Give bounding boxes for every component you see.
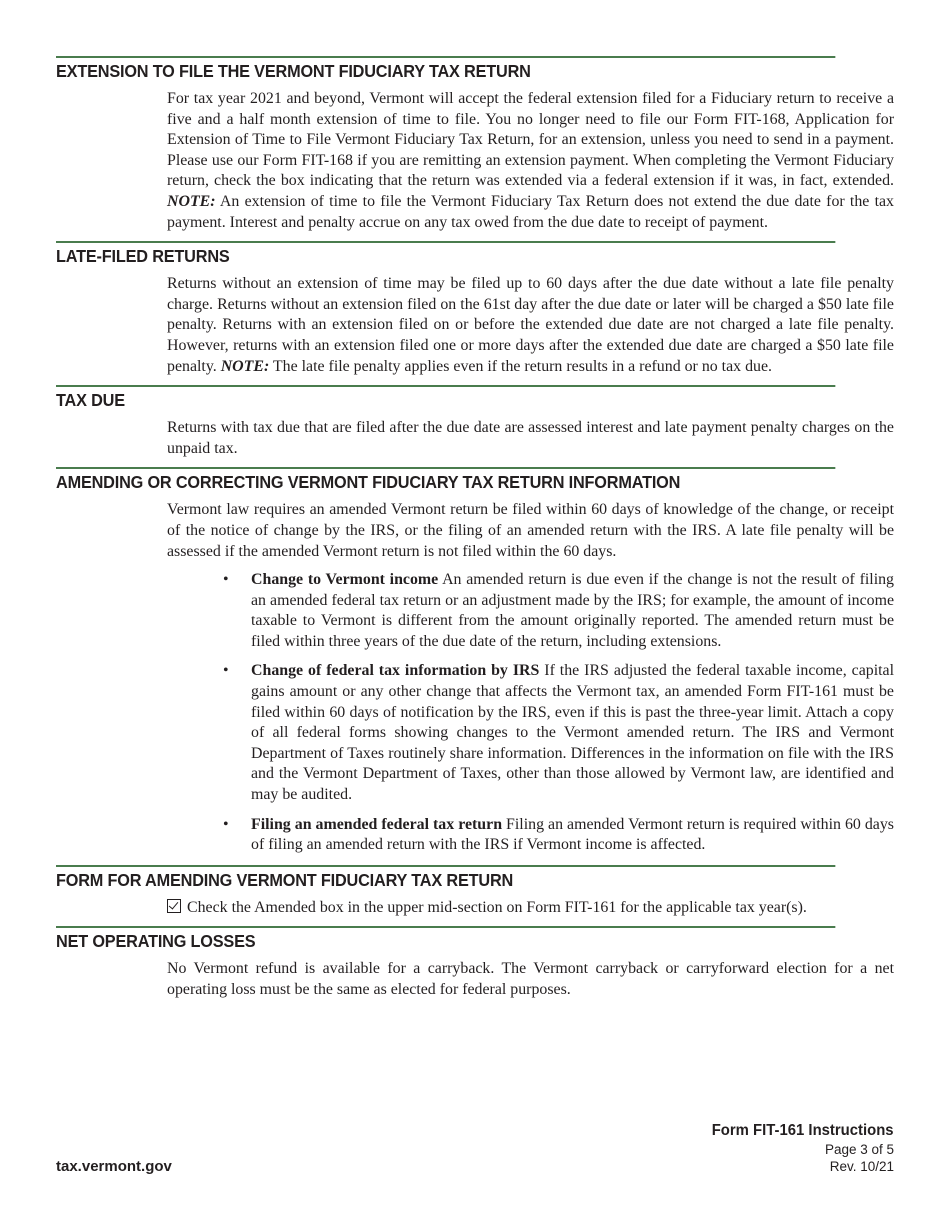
section-amending [56, 467, 894, 856]
bullet-title: Change of federal tax information by IRS [251, 662, 540, 680]
list-item [223, 661, 894, 805]
footer-website: tax.vermont.gov [56, 1158, 172, 1175]
document-page [56, 56, 894, 1009]
bullet-text: An amended return is due even if the change is not the result of filing an amended federal tax return or an adjustment made by the IRS; for example, the amount of income taxable to Vermont is different from the amount originally reported. The amended return must be filed within three years of the due date of the return, including extensions. [251, 571, 894, 650]
amending-bullet-list [56, 570, 894, 856]
checkbox-checked-icon [167, 899, 181, 913]
section-body [167, 898, 894, 919]
section-tax-due [56, 385, 894, 459]
bullet-icon: • [223, 662, 229, 680]
note-label: NOTE: [167, 192, 216, 210]
body-text-part: Returns without an extension of time may be filed up to 60 days after the due date without a late file penalty charge. Returns without an extension filed on the 61st day after the due date or later will be charged a $50 late file penalty. Returns with an extension filed on or before the extended due date are not charged a late file penalty. However, returns with an extension filed one or more days after the extended due date are charged a $50 late file penalty. [167, 275, 894, 375]
section-body: No Vermont refund is available for a carryback. The Vermont carryback or carryforward election for a net operating loss must be the same as elected for federal purposes. [167, 960, 894, 998]
bullet-text: Filing an amended Vermont return is required within 60 days of filing an amended return with the IRS if Vermont income is affected. [251, 815, 894, 854]
section-heading: NET OPERATING LOSSES [56, 926, 835, 952]
list-item [223, 815, 894, 856]
section-heading: LATE-FILED RETURNS [56, 241, 835, 267]
footer-page-number: Page 3 of 5 [824, 1142, 894, 1157]
body-text-part: For tax year 2021 and beyond, Vermont will accept the federal extension filed for a Fiduciary return to receive a five and a half month extension of time to file. You no longer need to file our Form FIT-168, Application for Extension of Time to File Vermont Fiduciary Tax Return, for an extension, unless you need to send in a payment. Please use our Form FIT-168 if you are remitting an extension payment. When completing the Vermont Fiduciary return, check the box indicating that the return was extended via a federal extension if it was, in fact, extended. [167, 90, 894, 190]
bullet-title: Filing an amended federal tax return [251, 815, 503, 833]
section-heading: AMENDING OR CORRECTING VERMONT FIDUCIARY TAX RETURN INFORMATION [56, 467, 835, 493]
body-text-part: Check the Amended box in the upper mid-section on Form FIT-161 for the applicable tax year(s). [187, 898, 807, 916]
body-text-part: The late file penalty applies even if the return results in a refund or no tax due. [269, 357, 772, 375]
footer-revision: Rev. 10/21 [829, 1159, 894, 1174]
section-body: Returns with tax due that are filed after the due date are assessed interest and late payment penalty charges on the unpaid tax. [167, 419, 894, 457]
list-item [223, 570, 894, 652]
section-net-operating-losses [56, 926, 894, 1000]
section-body: Vermont law requires an amended Vermont return be filed within 60 days of knowledge of the change, or receipt of the notice of change by the IRS, or the filing of an amended return with the IRS. A late file penalty will be assessed if the amended Vermont return is not filed within the 60 days. [167, 501, 894, 560]
section-heading: FORM FOR AMENDING VERMONT FIDUCIARY TAX RETURN [56, 865, 835, 891]
section-form-amending [56, 865, 894, 919]
bullet-text: If the IRS adjusted the federal taxable income, capital gains amount or any other change that affects the Vermont tax, an amended Form FIT-161 must be filed within 60 days of notification by the IRS, even if this is past the three-year limit. Attach a copy of all federal forms showing changes to the Vermont amended return. The IRS and Vermont Department of Taxes routinely share information. Differences in the information on file with the IRS and the Vermont Department of Taxes, other than those allowed by Vermont law, are identified and may be audited. [251, 662, 894, 804]
section-extension [56, 56, 894, 233]
body-text-part: An extension of time to file the Vermont Fiduciary Tax Return does not extend the due date for the tax payment. Interest and penalty accrue on any tax owed from the due date to receipt of payment. [167, 192, 894, 231]
bullet-title: Change to Vermont income [251, 571, 439, 589]
footer-info [698, 1120, 894, 1175]
note-label: NOTE: [220, 357, 270, 375]
bullet-icon: • [223, 815, 229, 833]
footer-form-title: Form FIT-161 Instructions [712, 1122, 894, 1139]
section-heading: TAX DUE [56, 385, 835, 411]
bullet-icon: • [223, 571, 229, 589]
section-heading: EXTENSION TO FILE THE VERMONT FIDUCIARY TAX RETURN [56, 56, 835, 82]
section-body [167, 274, 894, 377]
section-body [167, 89, 894, 233]
section-late-filed [56, 241, 894, 377]
